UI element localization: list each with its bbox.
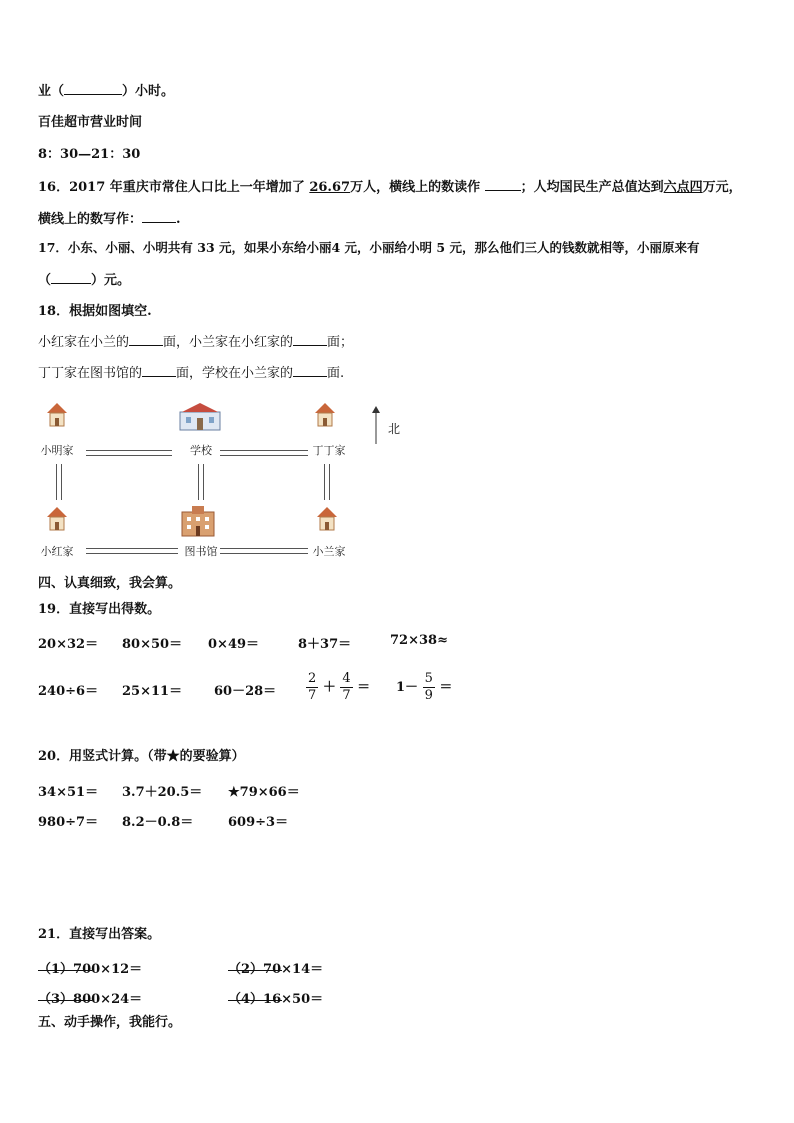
hours-text: 8：30—21：30 bbox=[38, 147, 141, 162]
fraction-diff bbox=[396, 671, 452, 704]
road bbox=[220, 450, 308, 456]
answer-blank[interactable] bbox=[485, 178, 521, 191]
q16-text-d: 万元， bbox=[702, 180, 742, 195]
house-icon bbox=[46, 402, 68, 428]
q18-text: 小红家在小兰的 bbox=[38, 335, 130, 350]
q21-title: 21．直接写出答案。 bbox=[38, 927, 161, 942]
road bbox=[56, 464, 62, 500]
answer-blank[interactable] bbox=[38, 958, 92, 971]
fraction: $\frac{2}{7}$ bbox=[308, 671, 317, 703]
fraction: $\frac{5}{9}$ bbox=[424, 671, 433, 703]
calc-item: 20×32＝ bbox=[38, 637, 99, 652]
answer-blank[interactable] bbox=[129, 333, 163, 346]
q16-number: 26.67 bbox=[309, 180, 351, 195]
road bbox=[86, 548, 178, 554]
calc-item: ★79×66＝ bbox=[228, 785, 300, 800]
section-4-heading: 四、认真细致，我会算。 bbox=[38, 576, 182, 591]
road bbox=[198, 464, 204, 500]
answer-blank[interactable] bbox=[228, 958, 282, 971]
fraction-sum bbox=[306, 671, 370, 704]
direction-map bbox=[38, 398, 401, 568]
calc-item: 240÷6＝ bbox=[38, 684, 99, 699]
q18-title: 18．根据如图填空. bbox=[38, 304, 152, 319]
label-dingding: 丁丁家 bbox=[312, 444, 346, 457]
answer-blank[interactable] bbox=[64, 82, 122, 95]
section-5-heading: 五、动手操作，我能行。 bbox=[38, 1015, 182, 1030]
calc-item: 60－28＝ bbox=[214, 684, 277, 699]
calc-item: 8.2－0.8＝ bbox=[122, 815, 194, 830]
house-icon bbox=[46, 506, 68, 532]
label-library: 图书馆 bbox=[184, 545, 218, 558]
school-icon bbox=[178, 402, 222, 432]
answer-blank[interactable] bbox=[293, 333, 327, 346]
road bbox=[86, 450, 172, 456]
q18-text: 面； bbox=[327, 335, 354, 350]
q18-text: 面. bbox=[327, 366, 345, 381]
q17-text-b: （ bbox=[38, 273, 52, 288]
answer-blank[interactable] bbox=[293, 364, 327, 377]
q20-row2 bbox=[38, 811, 338, 833]
calc-item: 34×51＝ bbox=[38, 785, 99, 800]
q16-line2 bbox=[38, 210, 181, 229]
calc-item: 8＋37＝ bbox=[298, 637, 352, 652]
calc-item: 980÷7＝ bbox=[38, 815, 99, 830]
house-icon bbox=[316, 506, 338, 532]
label-xiaolan: 小兰家 bbox=[312, 545, 346, 558]
label-school: 学校 bbox=[190, 444, 212, 457]
q16-text-a: 16．2017 年重庆市常住人口比上一年增加了 bbox=[38, 180, 305, 195]
q19-title: 19．直接写出得数。 bbox=[38, 602, 161, 617]
road bbox=[324, 464, 330, 500]
answer-blank[interactable] bbox=[142, 364, 176, 377]
hours-title: 百佳超市营业时间 bbox=[38, 115, 143, 130]
answer-blank[interactable] bbox=[142, 210, 176, 223]
q15-text-b: ）小时。 bbox=[122, 84, 175, 99]
q18-line1 bbox=[38, 333, 353, 352]
q16-word: 六点四 bbox=[663, 180, 703, 195]
q16-text-b: 万人，横线上的数读作 bbox=[350, 180, 481, 195]
one-minus: 1－ bbox=[396, 680, 419, 695]
q18-line2 bbox=[38, 364, 344, 383]
calc-item: 3.7＋20.5＝ bbox=[122, 785, 203, 800]
q21-row2: （3）800×24＝ （4）16×50＝ bbox=[38, 988, 398, 1010]
q21-row1: （1）700×12＝ （2）70×14＝ bbox=[38, 958, 398, 980]
q16-line1 bbox=[38, 178, 742, 197]
q15-tail-line bbox=[38, 82, 174, 101]
north-arrow-icon bbox=[370, 406, 382, 446]
q18-text: 面，小兰家在小红家的 bbox=[163, 335, 294, 350]
q17-line2 bbox=[38, 271, 130, 290]
calc-item: 72×38≈ bbox=[390, 633, 448, 648]
q16-text-c: ；人均国民生产总值达到 bbox=[520, 180, 664, 195]
library-icon bbox=[180, 504, 216, 538]
calc-item: 0×49＝ bbox=[208, 637, 260, 652]
label-xiaohong: 小红家 bbox=[40, 545, 74, 558]
calc-item: 609÷3＝ bbox=[228, 815, 289, 830]
q17-text-c: ）元。 bbox=[91, 273, 131, 288]
road bbox=[220, 548, 308, 554]
plus-sign: ＋ bbox=[322, 680, 336, 695]
equals-sign: ＝ bbox=[357, 680, 371, 695]
q16-text-f: . bbox=[176, 212, 181, 227]
calc-item: 25×11＝ bbox=[122, 684, 183, 699]
q17-line1: 17．小东、小丽、小明共有 33 元，如果小东给小丽4 元，小丽给小明 5 元，那么他们三人的钱数就相等，小丽原来有 bbox=[38, 240, 700, 255]
north-label: 北 bbox=[388, 422, 401, 436]
q20-row1 bbox=[38, 781, 338, 803]
answer-blank[interactable] bbox=[38, 988, 92, 1001]
calc-item: 80×50＝ bbox=[122, 637, 183, 652]
q18-text: 丁丁家在图书馆的 bbox=[38, 366, 143, 381]
answer-blank[interactable] bbox=[228, 988, 282, 1001]
house-icon bbox=[314, 402, 336, 428]
q16-text-e: 横线上的数写作： bbox=[38, 212, 143, 227]
q18-text: 面，学校在小兰家的 bbox=[176, 366, 294, 381]
q20-title: 20．用竖式计算。（带★的要验算） bbox=[38, 749, 245, 764]
q19-row1 bbox=[38, 633, 498, 655]
equals-sign: ＝ bbox=[439, 680, 453, 695]
fraction: $\frac{4}{7}$ bbox=[342, 671, 351, 703]
label-xiaoming: 小明家 bbox=[40, 444, 74, 457]
q15-text-a: 业（ bbox=[38, 84, 65, 99]
answer-blank[interactable] bbox=[51, 271, 91, 284]
